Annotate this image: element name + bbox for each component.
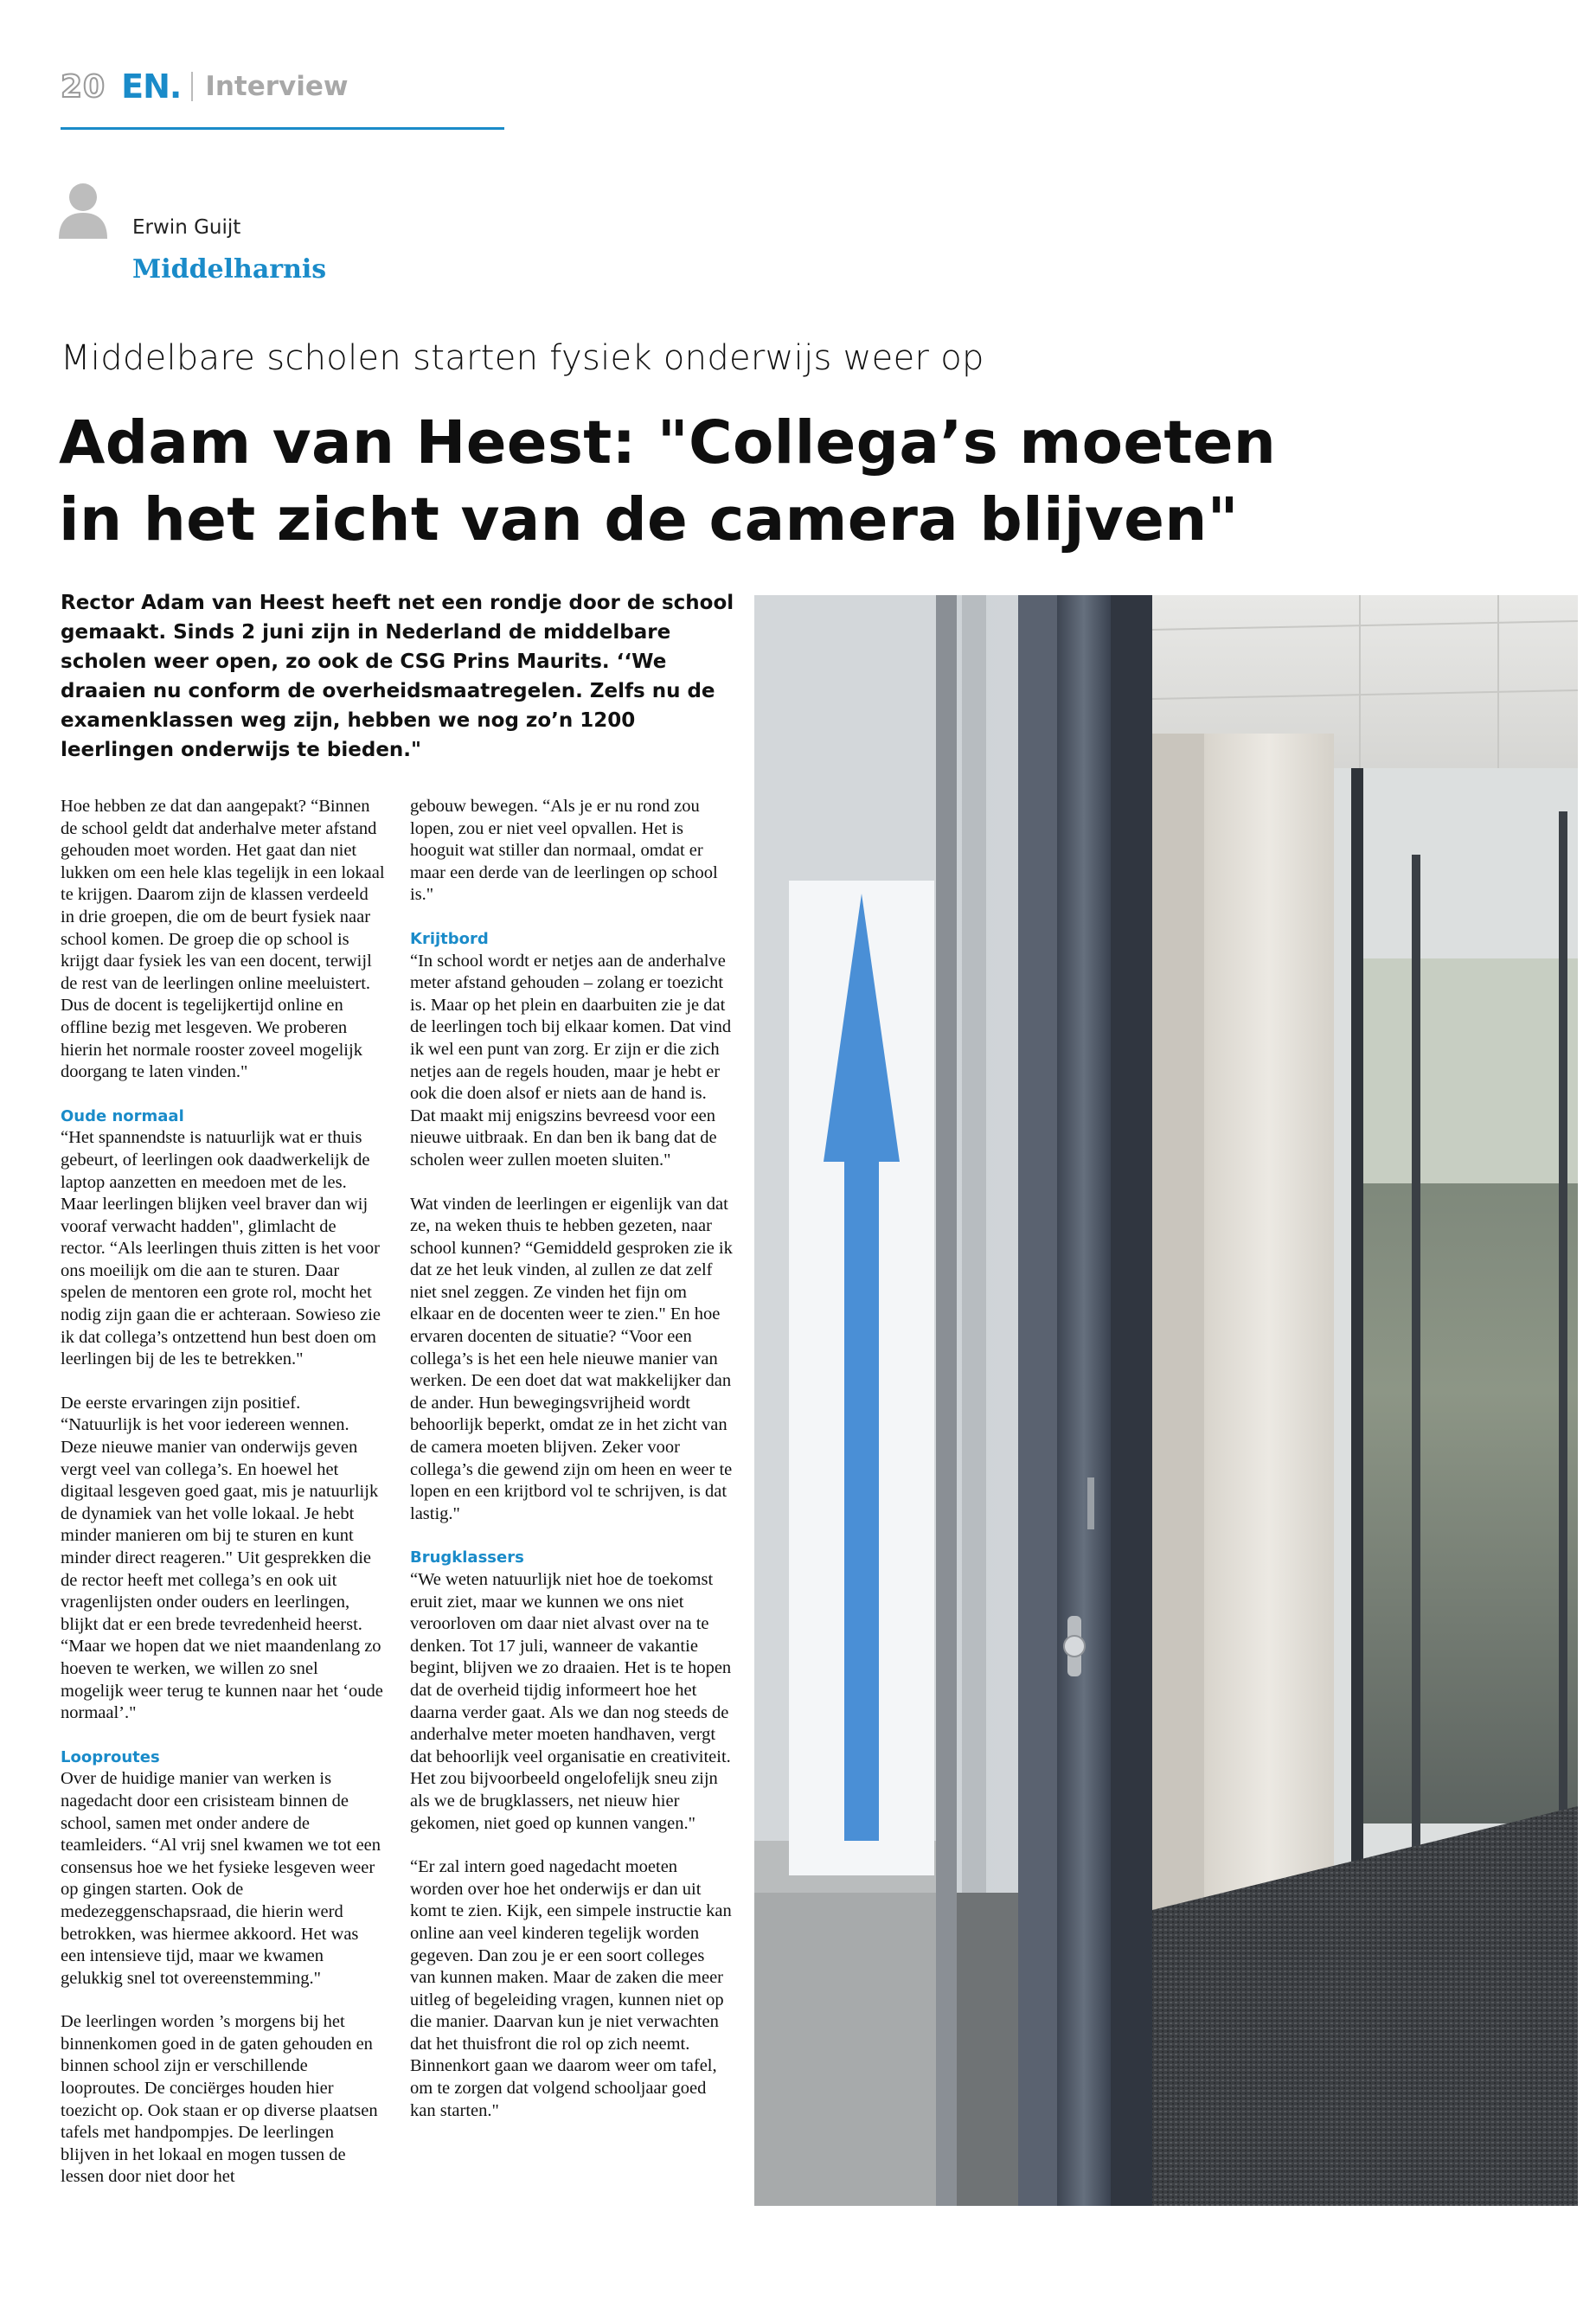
- paragraph: gebouw bewegen. “Als je er nu rond zou lopen, zou er niet veel opvallen. Het is hooguit wat stiller dan normaal, omdat er maar een derde van de leerlingen op school is.": [410, 797, 718, 905]
- section-heading: Brugklassers: [410, 1548, 524, 1567]
- section-heading: Krijtbord: [410, 929, 489, 948]
- paragraph: “We weten natuurlijk niet hoe de toekomst eruit ziet, maar we kunnen we ons niet veroorloven om daar niet alvast over na te denken. Tot 17 juli, wanneer de vakantie begint, blijven we zo draaien. Het is te hopen dat de overheid tijdig informeert hoe het daarna verder gaat. Als we dan nog steeds de anderhalve meter moeten handhaven, vergt dat behoorlijk veel organisatie en creativiteit. Het zou bijvoorbeeld ongelofelijk sneu zijn als we de brugklassers, net nieuw hier gekomen, niet goed op kunnen vangen.": [410, 1570, 732, 1833]
- paragraph: Hoe hebben ze dat dan aangepakt? “Binnen de school geldt dat anderhalve meter afstand gehouden moet worden. Het gaat dan niet lukken om een hele klas tegelijk in een lokaal te krijgen. Daarom zijn de klassen verdeeld in drie groepen, die om de beurt fysiek naar school komen. De groep die op school is krijgt daar fysiek les van een docent, terwijl de rest van de leerlingen online meeluistert. Dus de docent is tegelijkertijd online en offline bezig met lesgeven. We proberen hierin het normale rooster zoveel mogelijk doorgang te laten vinden.": [61, 797, 385, 1082]
- school-entrance-photo: [754, 595, 1578, 2206]
- paragraph: De eerste ervaringen zijn positief. “Natuurlijk is het voor iedereen wennen. Deze nieuwe manier van onderwijs geven vergt veel van collega’s. En hoewel het digitaal lesgeven goed gaat, mis je natuurlijk de dynamiek van het volle lokaal. Je hebt minder manieren om bij te sturen en kunt minder direct reageren." Uit gesprekken die de rector heeft met collega’s en ook uit vragenlijsten onder ouders en leerlingen, blijkt dat er een brede tevredenheid heerst. “Maar we hopen dat we niet maandenlang zo hoeven te werken, we willen zo snel mogelijk weer terug te kunnen naar het ‘oude normaal’.": [61, 1393, 383, 1723]
- paragraph: “Er zal intern goed nagedacht moeten worden over hoe het onderwijs er dan uit komt te zien. Kijk, een simpele instructie kan online aan veel kinderen tegelijk worden gegeven. Dan zou je er een soort colleges van kunnen maken. Maar de zaken die meer uitleg of begeleiding vragen, kunnen niet op die manier. Daarvan kun je niet verwachten dat het thuisfront die rol op zich neemt. Binnenkort gaan we daarom weer om tafel, om te zorgen dat volgend schooljaar goed kan starten.": [410, 1857, 732, 2120]
- article-column-1: [61, 796, 385, 2210]
- title-line-1: Adam van Heest: "Collega’s moeten: [59, 408, 1277, 478]
- page-number: 20: [61, 68, 106, 105]
- article-subtitle: Middelbare scholen starten fysiek onderwijs weer op: [61, 338, 984, 378]
- author-location: Middelharnis: [132, 254, 327, 285]
- section-heading: Looproutes: [61, 1747, 160, 1766]
- article-intro: Rector Adam van Heest heeft net een rondje door de school gemaakt. Sinds 2 juni zijn in Nederland de middelbare scholen weer open, zo ook de CSG Prins Maurits. ‘‘We draaien nu conform de overheidsmaatregelen. Zelfs nu de examenklassen weg zijn, hebben we nog zo’n 1200 leerlingen onderwijs te bieden.": [61, 592, 734, 761]
- magazine-logo: EN.: [121, 67, 182, 106]
- title-line-2: in het zicht van de camera blijven": [59, 485, 1239, 554]
- paragraph: “In school wordt er netjes aan de anderhalve meter afstand gehouden – zolang er toezicht is. Maar op het plein en daarbuiten zie je dat de leerlingen toch bij elkaar komen. Dat vind ik wel een punt van zorg. Er zijn er die zich netjes aan de regels houden, maar je hebt er ook die doen alsof er niets aan de hand is. Dat maakt mij enigszins bevreesd voor een nieuwe uitbraak. En dan ben ik bang dat de scholen weer zullen moeten sluiten.": [410, 951, 732, 1170]
- section-heading: Oude normaal: [61, 1106, 184, 1125]
- paragraph: De leerlingen worden ’s morgens bij het binnenkomen goed in de gaten gehouden en binnen school zijn er verschillende looproutes. De conciërges houden hier toezicht op. Ook staan er op diverse plaatsen tafels met handpompjes. De leerlingen blijven in het lokaal en mogen tussen de lessen door niet door het: [61, 2012, 378, 2187]
- author-name: Erwin Guijt: [132, 216, 241, 239]
- article-title: [59, 405, 1356, 559]
- article-column-2: [410, 796, 734, 2144]
- header-divider: [191, 72, 193, 101]
- page-header: [61, 67, 349, 106]
- paragraph: Wat vinden de leerlingen er eigenlijk van dat ze, na weken thuis te hebben gezeten, naar school kunnen? “Gemiddeld gesproken zie ik dat ze het leuk vinden, al zullen ze dat zelf niet snel zeggen. Ze vinden het fijn om elkaar en de docenten weer te zien." En hoe ervaren docenten de situatie? “Voor een collega’s is het een hele nieuwe manier van werken. De een doet dat wat makkelijker dan de ander. Hun bewegingsvrijheid wordt behoorlijk beperkt, omdat ze in het zicht van de camera moeten blijven. Zeker voor collega’s die gewend zijn om heen en weer te lopen en een krijtbord vol te schrijven, is dat lastig.": [410, 1194, 733, 1523]
- paragraph: “Het spannendste is natuurlijk wat er thuis gebeurt, of leerlingen ook daadwerkelijk de laptop aanzetten en meedoen met de les. Maar leerlingen blijken veel braver dan wij vooraf verwacht hadden", glimlacht de rector. “Als leerlingen thuis zitten is het voor ons moeilijk om die aan te sturen. Daar spelen de mentoren een grote rol, mocht het nodig zijn gaan die er achteraan. Sowieso zie ik dat collega’s ontzettend hun best doen om leerlingen bij de les te betrekken.": [61, 1128, 381, 1369]
- avatar-icon: [57, 182, 109, 239]
- header-rule: [61, 127, 504, 130]
- section-label: Interview: [205, 71, 349, 102]
- paragraph: Over de huidige manier van werken is nagedacht door een crisisteam binnen de school, samen met onder andere de teamleiders. “Al vrij snel kwamen we tot een consensus hoe we het fysieke lesgeven weer op gingen starten. Ook de medezeggenschapsraad, die hierin werd betrokken, was hiermee akkoord. Het was een intensieve tijd, maar we kwamen gelukkig snel tot overeenstemming.": [61, 1769, 381, 1988]
- article-photo: [754, 595, 1578, 2206]
